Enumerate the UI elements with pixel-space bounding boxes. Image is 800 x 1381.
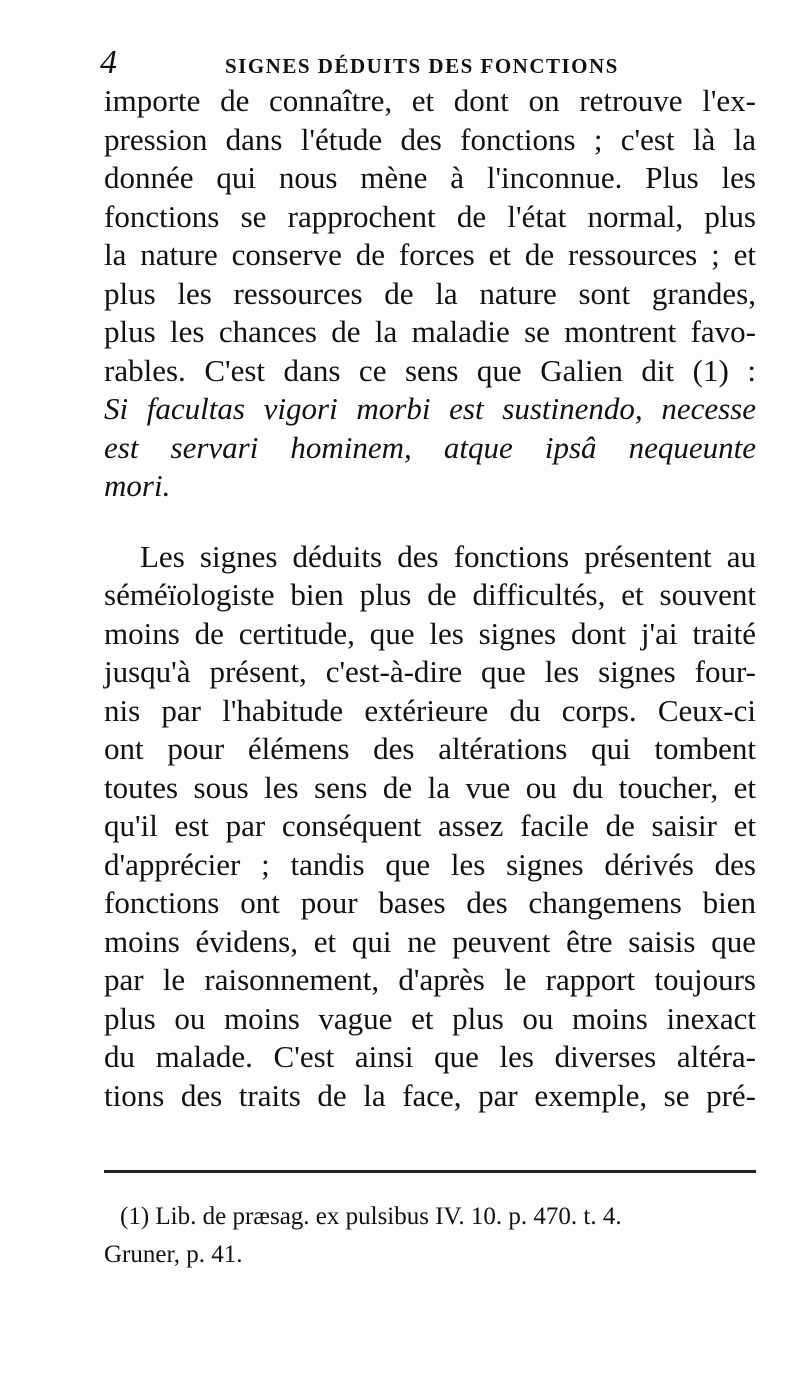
text-line: tions des traits de la face, par exemple, se pré- [104,1077,756,1113]
text-line: fonctions ont pour bases des changemens bien [104,885,756,920]
text-line: moins de certitude, que les signes dont j'ai traité [104,615,756,651]
text-line: toutes sous les sens de la vue ou du toucher, et [104,769,756,805]
text-line: séméïologiste bien plus de difficultés, et souvent [104,577,756,612]
footnote-line: (1) Lib. de præsag. ex pulsibus IV. 10. p. 470. t. 4. [120,1203,622,1230]
text-line: pression dans l'étude des fonctions ; c'est là la [104,121,756,157]
text-line: du malade. C'est ainsi que les diverses altéra- [104,1039,756,1074]
latin-quote-line: est servari hominem, atque ipsâ nequeunte [104,429,756,465]
text-line: moins évidens, et qui ne peuvent être saisis que [104,923,756,959]
text-line: donnée qui nous mène à l'inconnue. Plus les [104,160,756,195]
text-line: d'apprécier ; tandis que les signes dérivés des [104,846,756,882]
text-line: plus les chances de la maladie se montrent favo- [104,314,756,349]
text-line: Les signes déduits des fonctions présentent au [140,538,756,574]
paragraph-gap [104,506,756,538]
text-line: qu'il est par conséquent assez facile de saisir et [104,808,756,843]
footnote-line: Gruner, p. 41. [104,1241,243,1268]
text-line: ont pour élémens des altérations qui tombent [104,731,756,766]
text-line: plus les ressources de la nature sont grandes, [104,275,756,311]
footnote [104,1198,756,1274]
page-header [100,44,760,84]
text-line: fonctions se rapprochent de l'état normal, plus [104,198,756,234]
text-line: importe de connaître, et dont on retrouve l'ex- [104,83,756,118]
body-text [104,82,756,1115]
latin-quote-line: Si facultas vigori morbi est sustinendo, necesse [104,391,756,426]
text-line: jusqu'à présent, c'est-à-dire que les signes four- [104,654,756,689]
text-line: rables. C'est dans ce sens que Galien dit (1) : [104,352,756,388]
text-line: la nature conserve de forces et de ressources ; et [104,237,756,272]
text-line: par le raisonnement, d'après le rapport toujours [104,962,756,997]
latin-quote-line: mori. [104,468,171,503]
page-number: 4 [100,44,117,81]
text-line: nis par l'habitude extérieure du corps. Ceux-ci [104,692,756,728]
text-line: plus ou moins vague et plus ou moins inexact [104,1000,756,1036]
running-head: SIGNES DÉDUITS DES FONCTIONS [225,54,619,78]
footnote-divider [104,1170,756,1173]
